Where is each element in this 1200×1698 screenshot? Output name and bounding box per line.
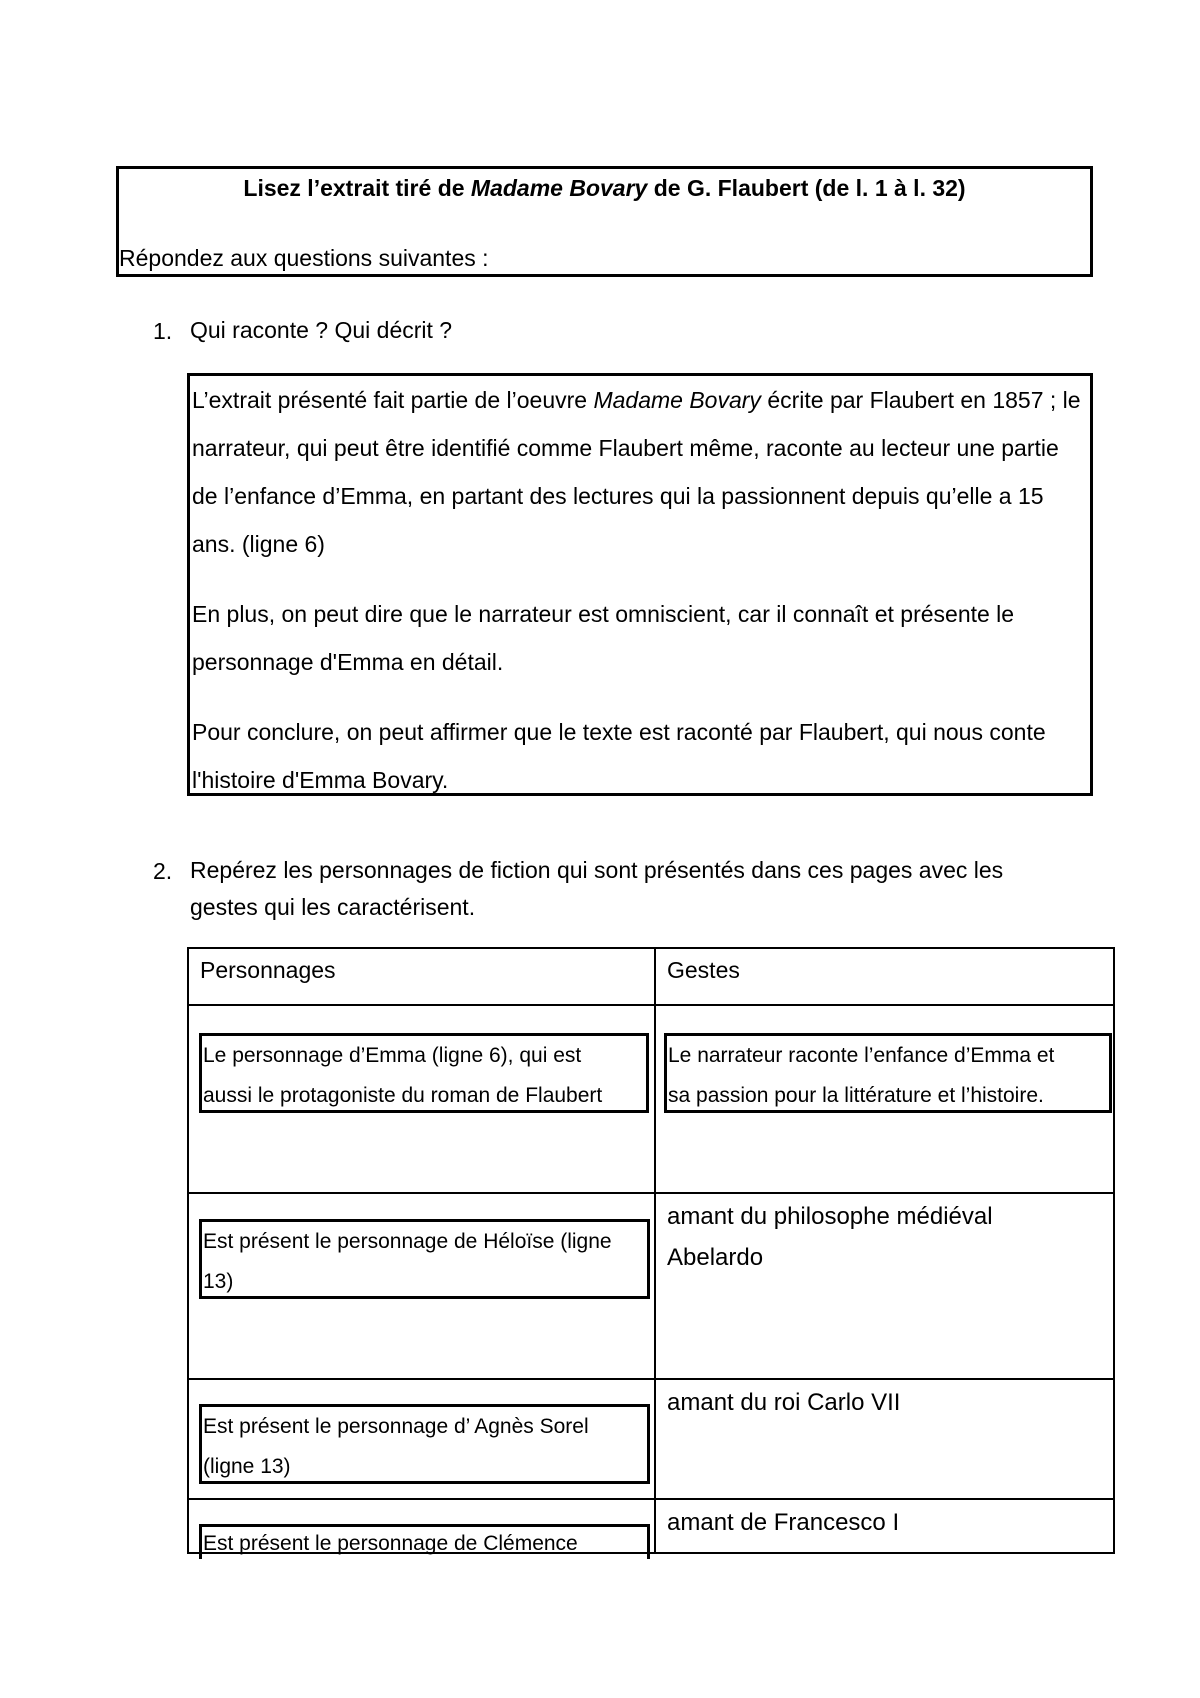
row-divider — [189, 1192, 1113, 1194]
table-row-1-personnage: Le personnage d’Emma (ligne 6), qui est aussi le protagoniste du roman de Flaubert — [199, 1033, 649, 1113]
column-divider — [654, 949, 656, 1552]
instruction-text: Répondez aux questions suivantes : — [119, 245, 489, 271]
document-title: Lisez l’extrait tiré de Madame Bovary de G. Flaubert (de l. 1 à l. 32) — [243, 175, 966, 201]
question-2-line-2: gestes qui les caractérisent. — [190, 894, 476, 920]
table-row-1-geste: Le narrateur raconte l’enfance d’Emma et sa passion pour la littérature et l’histoire. — [664, 1033, 1112, 1113]
table-row-4-geste: amant de Francesco I — [667, 1509, 900, 1536]
table-row-3-personnage: Est présent le personnage d’ Agnès Sorel (ligne 13) — [199, 1404, 650, 1484]
answer-1-box — [187, 373, 1093, 796]
table-row-2-geste: amant du philosophe médiéval Abelardo — [667, 1203, 993, 1271]
header-personnages: Personnages — [200, 957, 336, 983]
row-divider — [189, 1498, 1113, 1500]
question-2-number: 2. — [153, 858, 173, 884]
instructions-box — [116, 166, 1093, 277]
table-row-3-geste: amant du roi Carlo VII — [667, 1389, 901, 1416]
row-divider — [189, 1378, 1113, 1380]
table-row-4-personnage: Est présent le personnage de Clémence — [199, 1524, 650, 1559]
characters-table — [187, 947, 1115, 1554]
header-gestes: Gestes — [667, 957, 740, 983]
row-divider — [189, 1004, 1113, 1006]
answer-1-paragraph-3: Pour conclure, on peut affirmer que le texte est raconté par Flaubert, qui nous conte l'histoire d'Emma Bovary. — [192, 719, 1046, 793]
answer-1-paragraph-1: L’extrait présenté fait partie de l’oeuvre Madame Bovary écrite par Flaubert en 1857 ; le narrateur, qui peut être identifié comme Flaubert même, raconte au lecteur une partie de l’enfance d’Emma, en partant des lectures qui la passionnent depuis qu’elle a 15 ans. (ligne 6) — [192, 387, 1081, 557]
question-2-line-1: Repérez les personnages de fiction qui sont présentés dans ces pages avec les — [190, 857, 1004, 883]
answer-1-paragraph-2: En plus, on peut dire que le narrateur est omniscient, car il connaît et présente le personnage d'Emma en détail. — [192, 601, 1015, 675]
question-1-number: 1. — [153, 318, 173, 344]
table-row-2-personnage: Est présent le personnage de Héloïse (ligne 13) — [199, 1219, 650, 1299]
question-1-text: Qui raconte ? Qui décrit ? — [190, 317, 453, 343]
book-title: Madame Bovary — [470, 175, 648, 201]
